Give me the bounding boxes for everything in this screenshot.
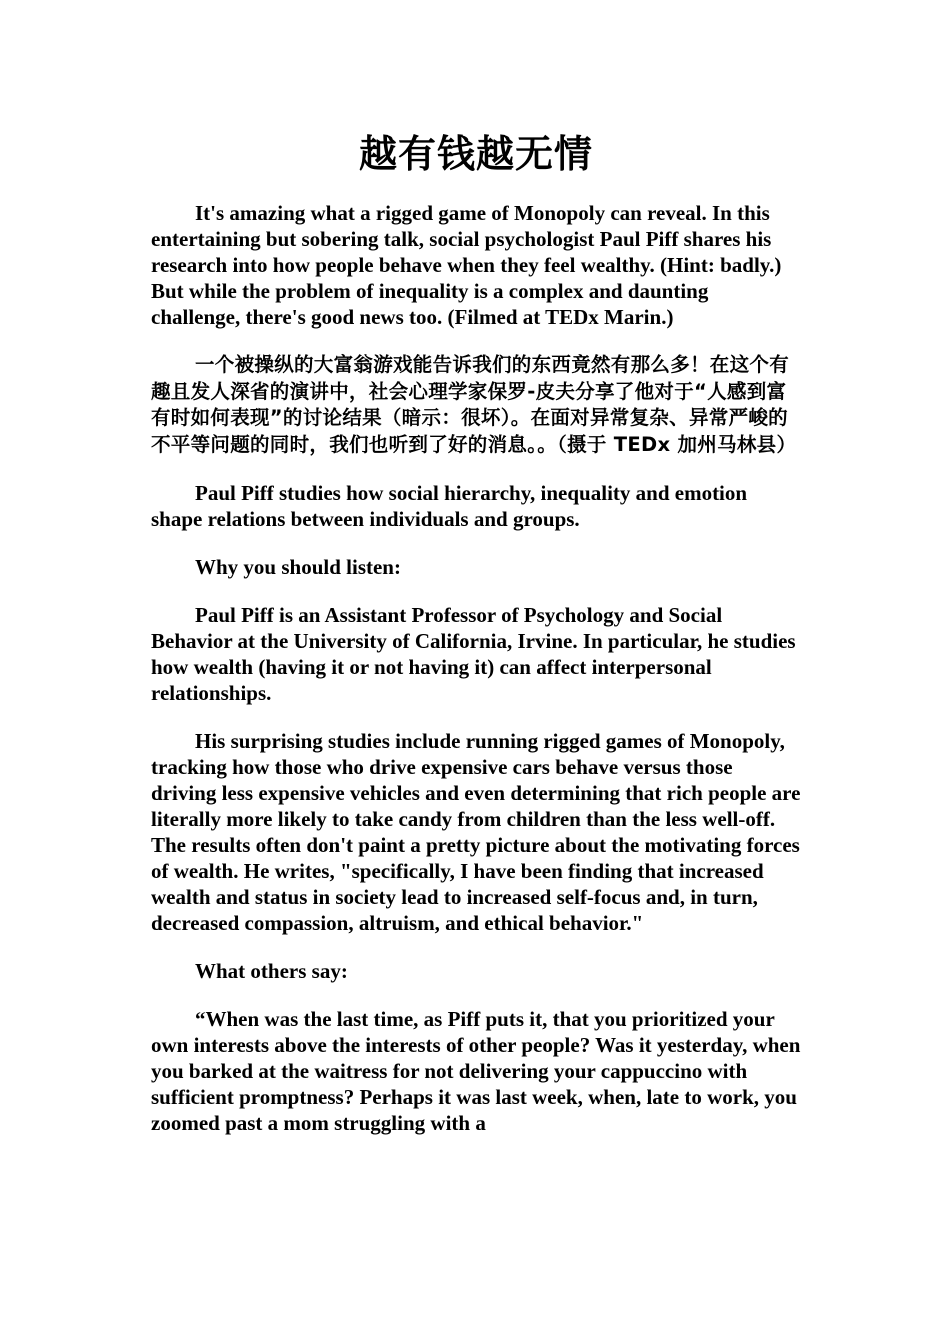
- document-title: 越有钱越无情: [358, 132, 593, 176]
- paragraph-studies: His surprising studies include running rigged games of Monopoly, tracking how those who drive expensive cars behave versus those driving less expensive vehicles and even determining that rich people are literally more likely to take candy from children than the less well-off. The results often don't paint a pretty picture about the motivating forces of wealth. He writes, "specifically, I have been finding that increased wealth and status in society lead to increased self-focus and, in turn, decreased compassion, altruism, and ethical behavior.": [151, 729, 801, 935]
- document-page: [151, 126, 801, 1158]
- paragraph-bio-summary: Paul Piff studies how social hierarchy, inequality and emotion shape relations between individuals and groups.: [151, 481, 748, 531]
- paragraph-intro-en: It's amazing what a rigged game of Monopoly can reveal. In this entertaining but sobering talk, social psychologist Paul Piff shares his research into how people behave when they feel wealthy. (Hint: badly.) But while the problem of inequality is a complex and daunting challenge, there's good news too. (Filmed at TEDx Marin.): [151, 201, 782, 329]
- paragraph-quote: “When was the last time, as Piff puts it, that you prioritized your own interests above the interests of other people? Was it yesterday, when you barked at the waitress for not delivering your cappuccino with sufficient promptness? Perhaps it was last week, when, late to work, you zoomed past a mom struggling with a: [151, 1007, 801, 1135]
- paragraph-bio-detail: Paul Piff is an Assistant Professor of Psychology and Social Behavior at the University of California, Irvine. In particular, he studies how wealth (having it or not having it) can affect interpersonal relationships.: [151, 603, 796, 705]
- paragraph-intro-zh: 一个被操纵的大富翁游戏能告诉我们的东西竟然有那么多！在这个有趣且发人深省的演讲中，社会心理学家保罗-皮夫分享了他对于“人感到富有时如何表现”的讨论结果（暗示：很坏）。在面对异常复杂、异常严峻的不平等问题的同时，我们也听到了好的消息。。（摄于 TEDx 加州马林县）: [151, 353, 797, 456]
- section-heading-why-listen: Why you should listen:: [195, 555, 401, 579]
- section-heading-others-say: What others say:: [195, 959, 348, 983]
